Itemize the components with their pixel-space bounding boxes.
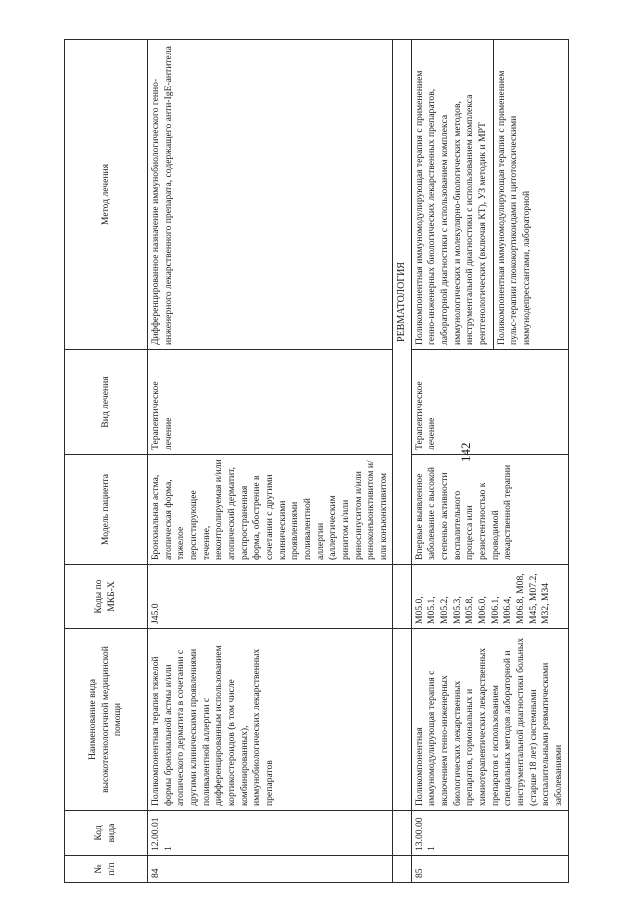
section-title: РЕВМАТОЛОГИЯ [396, 262, 408, 342]
row-model: Бронхиальная астма, атопическая форма, тяжелое персистирующее течение, неконтролируемая и/или атопический дерматит, распространенная форма, обострение в сочетании с другими клиническими проявлениями поливалентной аллергии (аллергическим ринитом и/или риносинуситом и/или риноконъюнктивитом и/или конъюнктивитом [148, 455, 393, 565]
row-model: Впервые выявленное заболевание с высокой степенью активности воспалительного процесса или резистентностью к проводимой лекарственной терапии [411, 455, 568, 565]
header-method: Метод лечения [65, 40, 148, 350]
section-row [393, 40, 411, 883]
row-method-cell [411, 40, 568, 350]
row-method-1: Поликомпонентная иммуномодулирующая терапия с применением генно-инженерных биологических лекарственных препаратов, лабораторной диагностики с использованием комплекса иммунологических и молекулярно-биологических методов, инструментальной диагностики с использованием комплекса рентгенологических (включая КТ), УЗ методик и МРТ [413, 70, 488, 345]
row-code: 13.00.001 [411, 811, 568, 856]
row-type: Терапевтическое лечение [411, 350, 568, 455]
table-header-row [65, 40, 148, 883]
section-cell [393, 40, 411, 565]
row-name: Поликомпонентная терапия тяжелой формы бронхиальной астмы и/или атопического дерматита в сочетании с другими клиническими проявлениями поливалентной аллергии с дифференцированным использованием кортикостероидов (в том числе комбинированных), иммунобиологических лекарственных препаратов [148, 629, 393, 811]
header-code: Код вида [65, 811, 148, 856]
row-type: Терапевтическое лечение [148, 350, 393, 455]
row-icd: J45.0 [148, 565, 393, 629]
header-num: № п/п [65, 856, 148, 883]
method-divider [493, 40, 494, 349]
table-row [148, 40, 393, 883]
table-row [411, 40, 568, 883]
page-number: 142 [458, 442, 473, 462]
row-code: 12.00.011 [148, 811, 393, 856]
row-icd: M05.0, M05.1, M05.2, M05.3, M05.8, M06.0, M06.1, M06.4, M06.8, M08, M45, M07.2, M32, M34 [411, 565, 568, 629]
header-type: Вид лечения [65, 350, 148, 455]
header-model: Модель пациента [65, 455, 148, 565]
row-name: Поликомпонентная иммуномодулирующая терапия с включением генно-инженерных биологических лекарственных препаратов, гормональных и химиотерапевтических лекарственных препаратов с использованием специальных методов лабораторной и инструментальной диагностики больных (старше 18 лет) системными воспалительными ревматическими заболеваниями [411, 629, 568, 811]
header-icd: Коды по МКБ-Х [65, 565, 148, 629]
row-num: 85 [411, 856, 568, 883]
row-method-2: Поликомпонентная иммуномодулирующая терапия с применением пульс-терапии глюкокортикоидами и цитотоксическими иммунодепрессантами, лабораторной [495, 70, 532, 345]
header-name: Наименование вида высокотехнологичной медицинской помощи [65, 629, 148, 811]
row-num: 84 [148, 856, 393, 883]
row-method: Дифференцированное назначение иммунобиологического генно-инженерного лекарственного препарата, содержащего анти-IgE-антитела [148, 40, 393, 350]
treatment-table [64, 39, 569, 883]
